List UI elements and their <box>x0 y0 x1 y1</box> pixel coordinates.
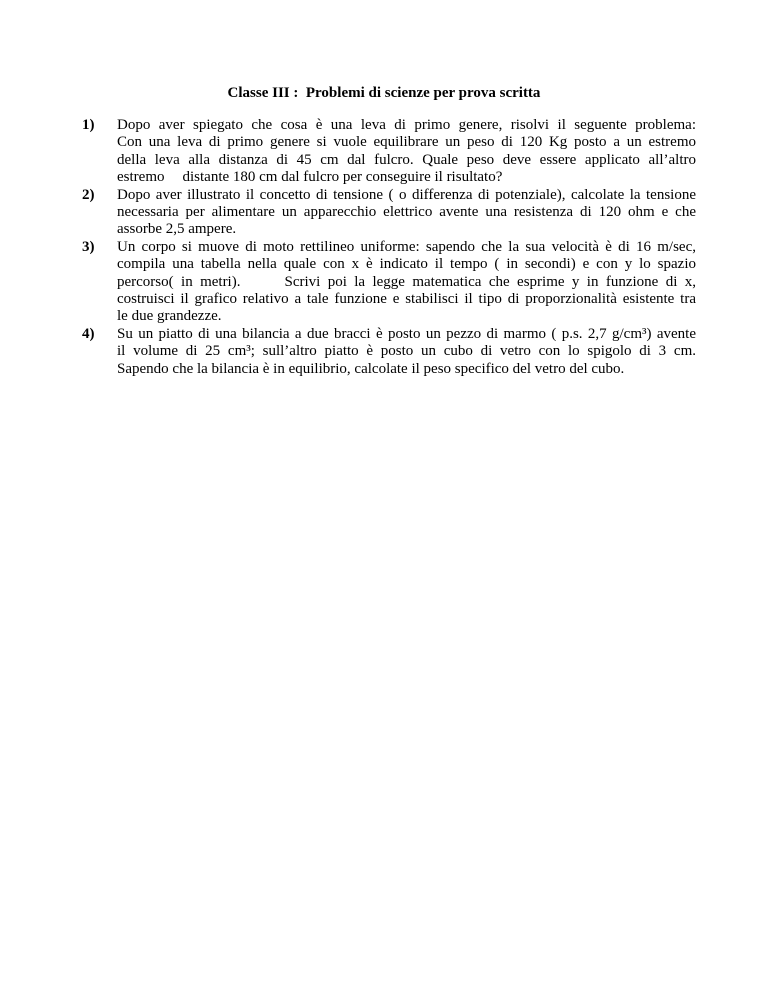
problem-number: 4) <box>82 325 95 342</box>
document-title: Classe III : Problemi di scienze per prova scritta <box>227 85 541 101</box>
problem-line: della leva alla distanza di 45 cm dal fulcro. Quale peso deve essere applicato all’altro <box>117 151 696 168</box>
problem-line: Dopo aver illustrato il concetto di tensione ( o differenza di potenziale), calcolate la tensione <box>117 186 696 203</box>
problem-1 <box>82 117 696 187</box>
problem-3 <box>82 239 696 326</box>
problem-line: il volume di 25 cm³; sull’altro piatto è posto un cubo di vetro con lo spigolo di 3 cm. <box>117 343 696 360</box>
problem-list <box>82 117 696 378</box>
problem-2 <box>82 187 696 239</box>
problem-line-fragment: distante 180 cm dal fulcro per conseguire il risultato? <box>182 169 503 186</box>
problem-line-fragment: estremo <box>117 169 165 186</box>
problem-line: assorbe 2,5 ampere. <box>117 221 237 238</box>
problem-line: Con una leva di primo genere si vuole equilibrare un peso di 120 Kg posto a un estremo <box>117 134 696 151</box>
problem-number: 3) <box>82 238 95 255</box>
problem-number: 2) <box>82 186 95 203</box>
problem-line: Sapendo che la bilancia è in equilibrio, calcolate il peso specifico del vetro del cubo. <box>117 360 625 377</box>
problem-line: costruisci il grafico relativo a tale funzione e stabilisci il tipo di proporzionalità esistente tra <box>117 291 696 308</box>
problem-line: necessaria per alimentare un apparecchio elettrico avente una resistenza di 120 ohm e che <box>117 204 696 221</box>
problem-line: compila una tabella nella quale con x è indicato il tempo ( in secondi) e con y lo spazio <box>117 256 696 273</box>
problem-line: le due grandezze. <box>117 308 222 325</box>
problem-line: Dopo aver spiegato che cosa è una leva di primo genere, risolvi il seguente problema: <box>117 117 696 133</box>
problem-line <box>117 274 696 291</box>
problem-line <box>117 169 696 186</box>
problem-line: Un corpo si muove di moto rettilineo uniforme: sapendo che la sua velocità è di 16 m/sec, <box>117 238 696 255</box>
problem-line-fragment: percorso( in metri). <box>117 273 241 290</box>
problem-4 <box>82 326 696 378</box>
problem-number: 1) <box>82 117 95 133</box>
problem-line-fragment: Scrivi poi la legge matematica che esprime y in funzione di x, <box>284 273 696 290</box>
problem-line: Su un piatto di una bilancia a due bracci è posto un pezzo di marmo ( p.s. 2,7 g/cm³) avente <box>117 325 696 342</box>
